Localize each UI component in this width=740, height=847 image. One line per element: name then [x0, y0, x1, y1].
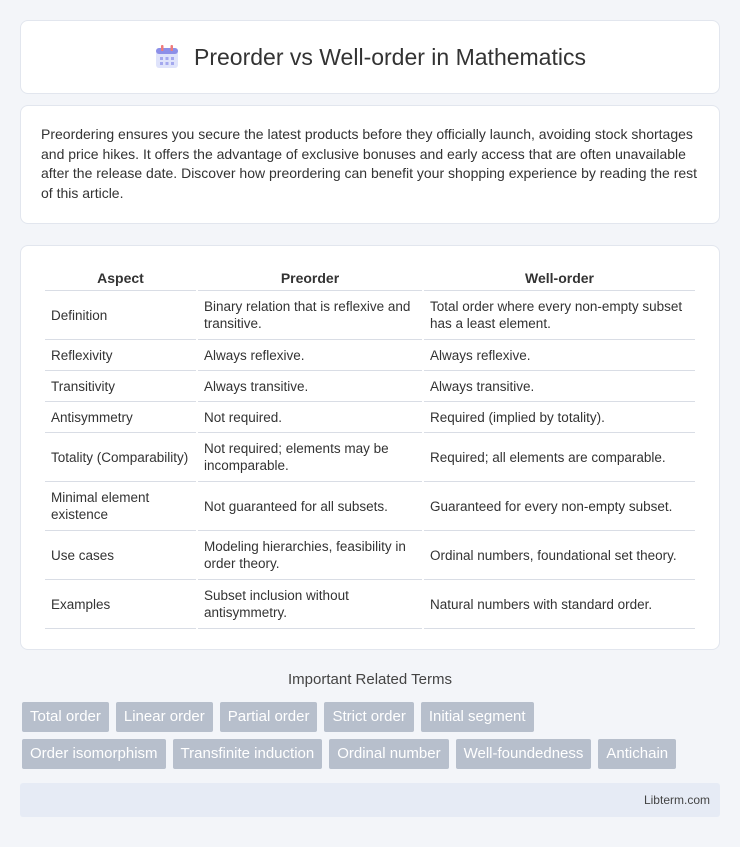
intro-text: Preordering ensures you secure the latest products before they officially launch, avoiding stock shortages and price hikes. It offers the advantage of exclusive bonuses and early access that are often unavailable after the release date. Discover how preordering can benefit your shopping experience by reading the rest of this article. [41, 126, 698, 201]
intro-card [20, 105, 720, 224]
cell-aspect: Use cases [45, 531, 196, 580]
cell-aspect: Reflexivity [45, 340, 196, 371]
title-card [20, 20, 720, 94]
tag-initial-segment[interactable]: Initial segment [421, 702, 534, 732]
tag-antichain[interactable]: Antichain [598, 739, 676, 769]
footer-site-link[interactable]: Libterm.com [643, 793, 710, 807]
table-row [45, 531, 695, 580]
cell-well-order: Required (implied by totality). [424, 402, 695, 433]
tag-linear-order[interactable]: Linear order [116, 702, 213, 732]
tag-order-isomorphism[interactable]: Order isomorphism [22, 739, 166, 769]
tag-ordinal-number[interactable]: Ordinal number [329, 739, 448, 769]
related-terms-title: Important Related Terms [288, 671, 452, 688]
page-title: Preorder vs Well-order in Mathematics [194, 43, 586, 70]
cell-aspect: Transitivity [45, 371, 196, 402]
tag-row [22, 702, 722, 732]
cell-well-order: Always transitive. [424, 371, 695, 402]
cell-preorder: Modeling hierarchies, feasibility in order theory. [198, 531, 422, 580]
cell-aspect: Totality (Comparability) [45, 433, 196, 482]
table-row [45, 433, 695, 482]
cell-preorder: Not required. [198, 402, 422, 433]
table-row [45, 482, 695, 531]
cell-aspect: Definition [45, 291, 196, 340]
cell-well-order: Natural numbers with standard order. [424, 580, 695, 629]
cell-preorder: Always reflexive. [198, 340, 422, 371]
cell-aspect: Examples [45, 580, 196, 629]
table-row [45, 580, 695, 629]
cell-aspect: Minimal element existence [45, 482, 196, 531]
cell-preorder: Subset inclusion without antisymmetry. [198, 580, 422, 629]
cell-well-order: Required; all elements are comparable. [424, 433, 695, 482]
tag-transfinite-induction[interactable]: Transfinite induction [173, 739, 323, 769]
calendar-icon [154, 44, 180, 70]
table-row [45, 340, 695, 371]
cell-well-order: Total order where every non-empty subset has a least element. [424, 291, 695, 340]
tag-partial-order[interactable]: Partial order [220, 702, 318, 732]
table-row [45, 402, 695, 433]
footer [20, 783, 720, 817]
cell-well-order: Ordinal numbers, foundational set theory. [424, 531, 695, 580]
cell-preorder: Not guaranteed for all subsets. [198, 482, 422, 531]
cell-well-order: Guaranteed for every non-empty subset. [424, 482, 695, 531]
header-well-order: Well-order [424, 266, 695, 291]
table-row [45, 291, 695, 340]
header-aspect: Aspect [45, 266, 196, 291]
tag-well-foundedness[interactable]: Well-foundedness [456, 739, 592, 769]
cell-preorder: Not required; elements may be incomparable. [198, 433, 422, 482]
header-preorder: Preorder [198, 266, 422, 291]
cell-preorder: Always transitive. [198, 371, 422, 402]
cell-well-order: Always reflexive. [424, 340, 695, 371]
table-row [45, 371, 695, 402]
tag-strict-order[interactable]: Strict order [324, 702, 413, 732]
comparison-table-card [20, 245, 720, 650]
tag-total-order[interactable]: Total order [22, 702, 109, 732]
tag-row [22, 739, 722, 769]
related-terms [22, 702, 722, 776]
table-header-row [45, 266, 695, 291]
cell-aspect: Antisymmetry [45, 402, 196, 433]
cell-preorder: Binary relation that is reflexive and transitive. [198, 291, 422, 340]
comparison-table [43, 266, 697, 629]
